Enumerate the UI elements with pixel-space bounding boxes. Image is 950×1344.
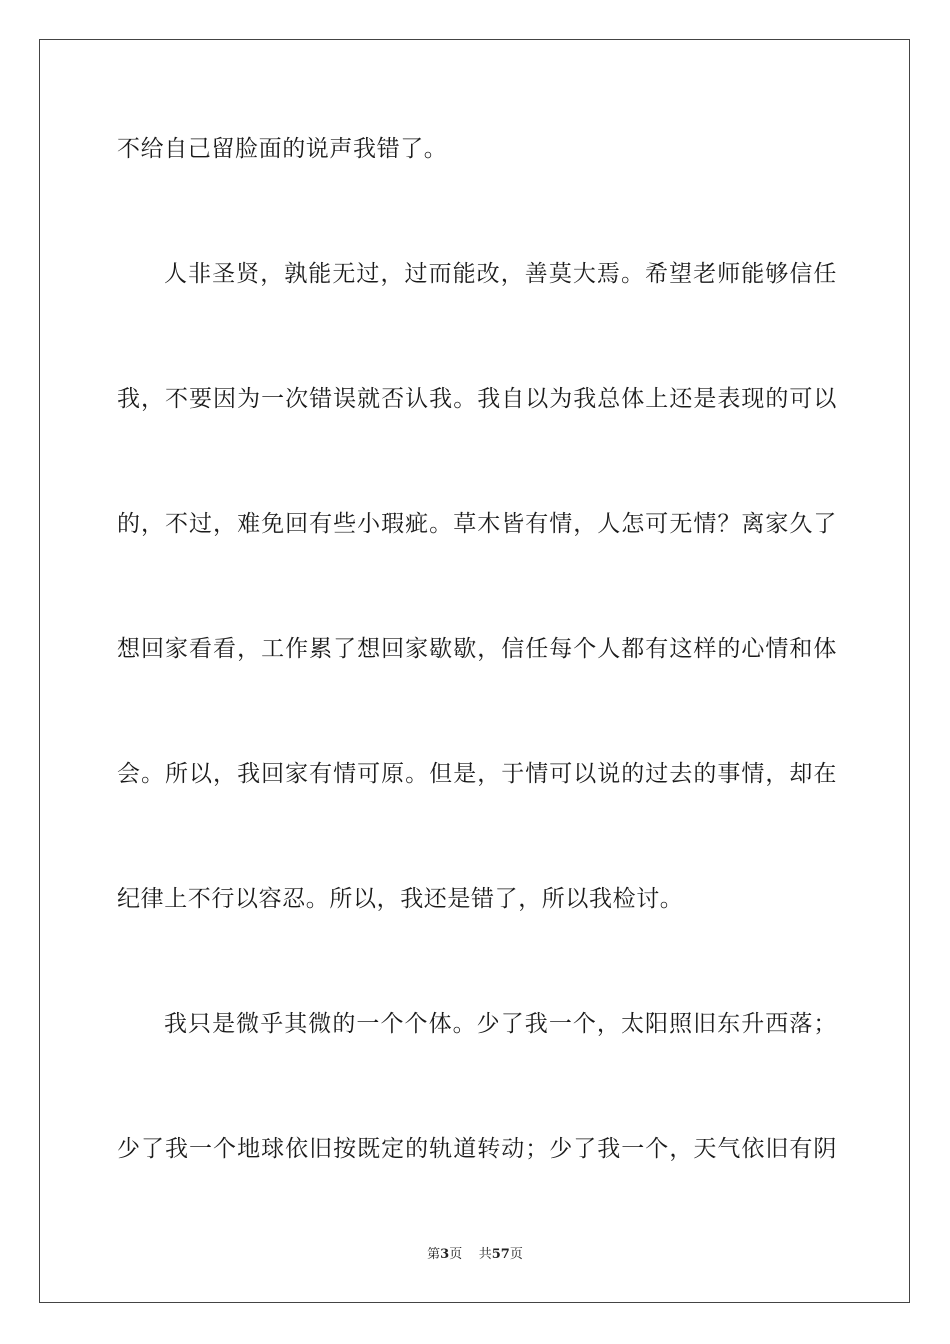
text-line-5: 想回家看看，工作累了想回家歇歇，信任每个人都有这样的心情和体: [117, 636, 837, 662]
footer-page-prefix: 第: [427, 1247, 441, 1262]
text-line-6: 会。所以，我回家有情可原。但是，于情可以说的过去的事情，却在: [117, 761, 837, 787]
text-line-1: 不给自己留脸面的说声我错了。: [117, 136, 448, 162]
text-line-2: 人非圣贤，孰能无过，过而能改，善莫大焉。希望老师能够信任: [164, 261, 837, 287]
text-line-3: 我，不要因为一次错误就否认我。我自以为我总体上还是表现的可以: [117, 386, 837, 412]
text-line-8: 我只是微乎其微的一个个体。少了我一个，太阳照旧东升西落；: [164, 1011, 837, 1037]
footer-total-pages: 57: [491, 1247, 510, 1262]
footer-total-suffix: 页: [509, 1247, 523, 1262]
text-line-4: 的，不过，难免回有些小瑕疵。草木皆有情，人怎可无情？离家久了: [117, 511, 837, 537]
page-border: [39, 39, 910, 1303]
footer-total-prefix: 共: [478, 1247, 492, 1262]
text-line-7: 纪律上不行以容忍。所以，我还是错了，所以我检讨。: [117, 886, 684, 912]
footer-page-number: 3: [440, 1247, 450, 1262]
footer-page-suffix: 页: [449, 1247, 463, 1262]
page-footer: [0, 1246, 950, 1264]
text-line-9: 少了我一个地球依旧按既定的轨道转动；少了我一个，天气依旧有阴: [117, 1136, 837, 1162]
